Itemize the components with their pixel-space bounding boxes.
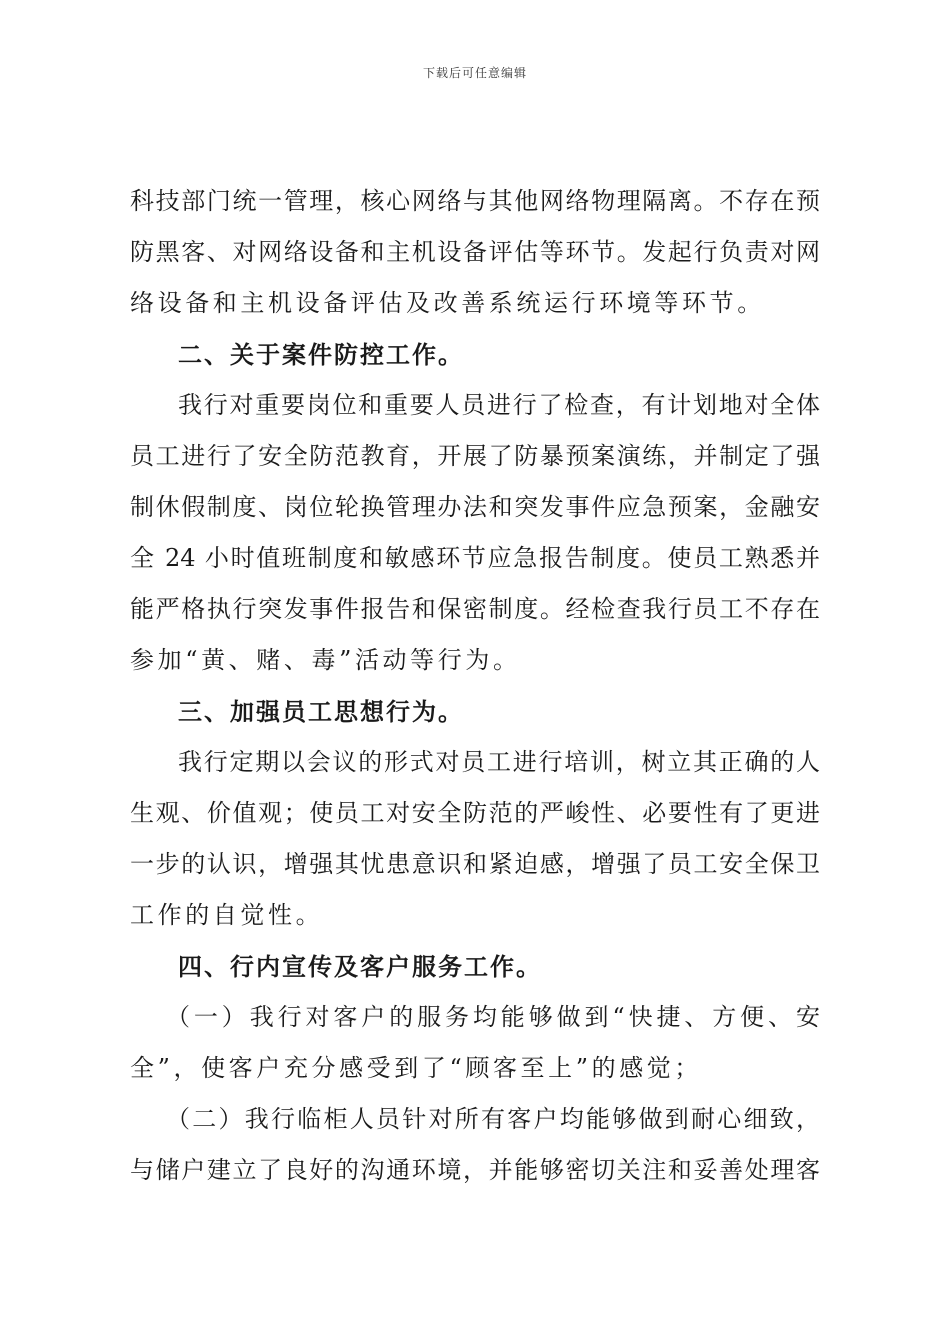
paragraph-line: 我行对重要岗位和重要人员进行了检查，有计划地对全体 xyxy=(178,391,820,419)
section-heading-employee-conduct: 三、加强员工思想行为。 xyxy=(178,697,464,726)
paragraph-line: 一步的认识，增强其忧患意识和紧迫感，增强了员工安全保卫 xyxy=(130,850,820,878)
paragraph-line: 我行定期以会议的形式对员工进行培训，树立其正确的人 xyxy=(178,748,820,776)
paragraph-line: （二）我行临柜人员针对所有客户均能够做到耐心细致， xyxy=(166,1105,820,1133)
paragraph-line: 生观、价值观；使员工对安全防范的严峻性、必要性有了更进 xyxy=(130,799,820,827)
paragraph-line: 络设备和主机设备评估及改善系统运行环境等环节。 xyxy=(130,289,765,317)
document-body xyxy=(130,176,820,1196)
paragraph-line: 工作的自觉性。 xyxy=(130,901,324,929)
paragraph-line: 制休假制度、岗位轮换管理办法和突发事件应急预案，金融安 xyxy=(130,493,820,521)
paragraph-line: 全 24 小时值班制度和敏感环节应急报告制度。使员工熟悉并 xyxy=(130,544,820,572)
paragraph-line: 防黑客、对网络设备和主机设备评估等环节。发起行负责对网 xyxy=(130,238,820,266)
section-heading-customer-service: 四、行内宣传及客户服务工作。 xyxy=(178,952,542,981)
section-heading-case-prevention: 二、关于案件防控工作。 xyxy=(178,340,464,369)
paragraph-line: 员工进行了安全防范教育，开展了防暴预案演练，并制定了强 xyxy=(130,442,820,470)
paragraph-line: 全”，使客户充分感受到了“顾客至上”的感觉； xyxy=(130,1054,703,1082)
paragraph-line: 与储户建立了良好的沟通环境，并能够密切关注和妥善处理客 xyxy=(130,1156,820,1184)
paragraph-line: 参加“黄、赌、毒”活动等行为。 xyxy=(130,646,521,674)
paragraph-line: （一）我行对客户的服务均能够做到“快捷、方便、安 xyxy=(166,1003,820,1031)
paragraph-line: 科技部门统一管理，核心网络与其他网络物理隔离。不存在预 xyxy=(130,187,820,215)
paragraph-line: 能严格执行突发事件报告和保密制度。经检查我行员工不存在 xyxy=(130,595,820,623)
page-header-note: 下载后可任意编辑 xyxy=(422,66,527,80)
